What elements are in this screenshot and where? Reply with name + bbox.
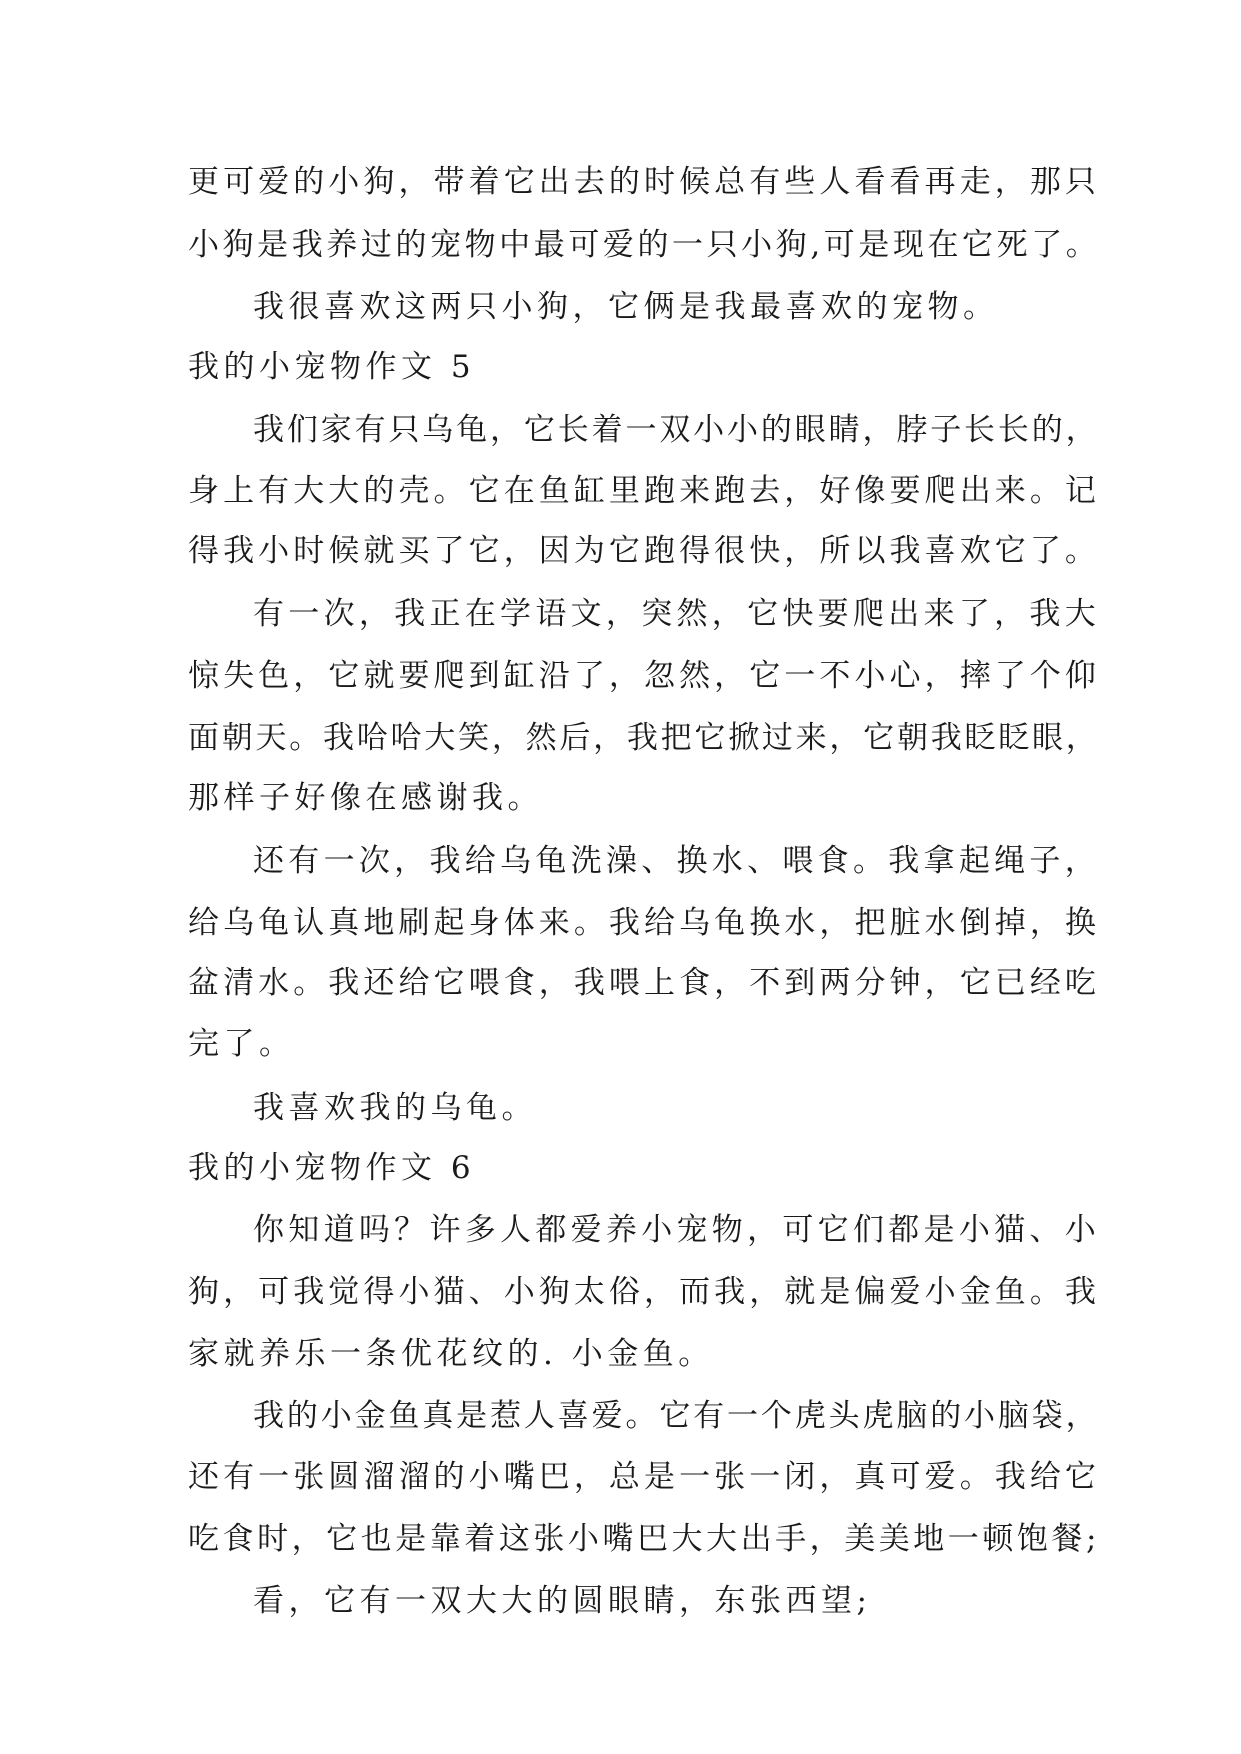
text-line: 我喜欢我的乌龟。 (253, 1090, 537, 1126)
section-heading: 我的小宠物作文 6 (188, 1150, 476, 1186)
text-line: 还有一张圆溜溜的小嘴巴，总是一张一闭，真可爱。我给它 (188, 1459, 1100, 1495)
text-line: 得我小时候就买了它，因为它跑得很快，所以我喜欢它了。 (188, 533, 1100, 569)
text-line: 吃食时，它也是靠着这张小嘴巴大大出手，美美地一顿饱餐; (188, 1521, 1100, 1557)
text-line: 更可爱的小狗，带着它出去的时候总有些人看看再走，那只 (188, 164, 1100, 200)
text-line: 盆清水。我还给它喂食，我喂上食，不到两分钟，它已经吃 (188, 965, 1100, 1001)
text-line: 你知道吗？许多人都爱养小宠物，可它们都是小猫、小 (253, 1212, 1100, 1248)
text-line: 小狗是我养过的宠物中最可爱的一只小狗,可是现在它死了。 (188, 227, 1101, 263)
text-line: 我很喜欢这两只小狗，它俩是我最喜欢的宠物。 (253, 289, 999, 325)
text-line: 惊失色，它就要爬到缸沿了，忽然，它一不小心，摔了个仰 (188, 658, 1100, 694)
text-line: 面朝天。我哈哈大笑，然后，我把它掀过来，它朝我眨眨眼， (188, 720, 1100, 756)
text-line: 给乌龟认真地刷起身体来。我给乌龟换水，把脏水倒掉，换 (188, 905, 1100, 941)
text-line: 我的小金鱼真是惹人喜爱。它有一个虎头虎脑的小脑袋， (253, 1398, 1100, 1434)
text-line: 还有一次，我给乌龟洗澡、换水、喂食。我拿起绳子， (253, 843, 1100, 879)
text-line: 那样子好像在感谢我。 (188, 780, 543, 816)
section-heading: 我的小宠物作文 5 (188, 349, 476, 385)
text-line: 狗，可我觉得小猫、小狗太俗，而我，就是偏爱小金鱼。我 (188, 1274, 1100, 1310)
text-line: 我们家有只乌龟，它长着一双小小的眼睛，脖子长长的， (253, 412, 1100, 448)
text-line: 看，它有一双大大的圆眼睛，东张西望; (253, 1583, 872, 1619)
text-line: 完了。 (188, 1026, 295, 1062)
text-line: 家就养乐一条优花纹的. 小金鱼。 (188, 1336, 714, 1372)
text-line: 身上有大大的壳。它在鱼缸里跑来跑去，好像要爬出来。记 (188, 473, 1100, 509)
text-line: 有一次，我正在学语文，突然，它快要爬出来了，我大 (253, 596, 1100, 632)
